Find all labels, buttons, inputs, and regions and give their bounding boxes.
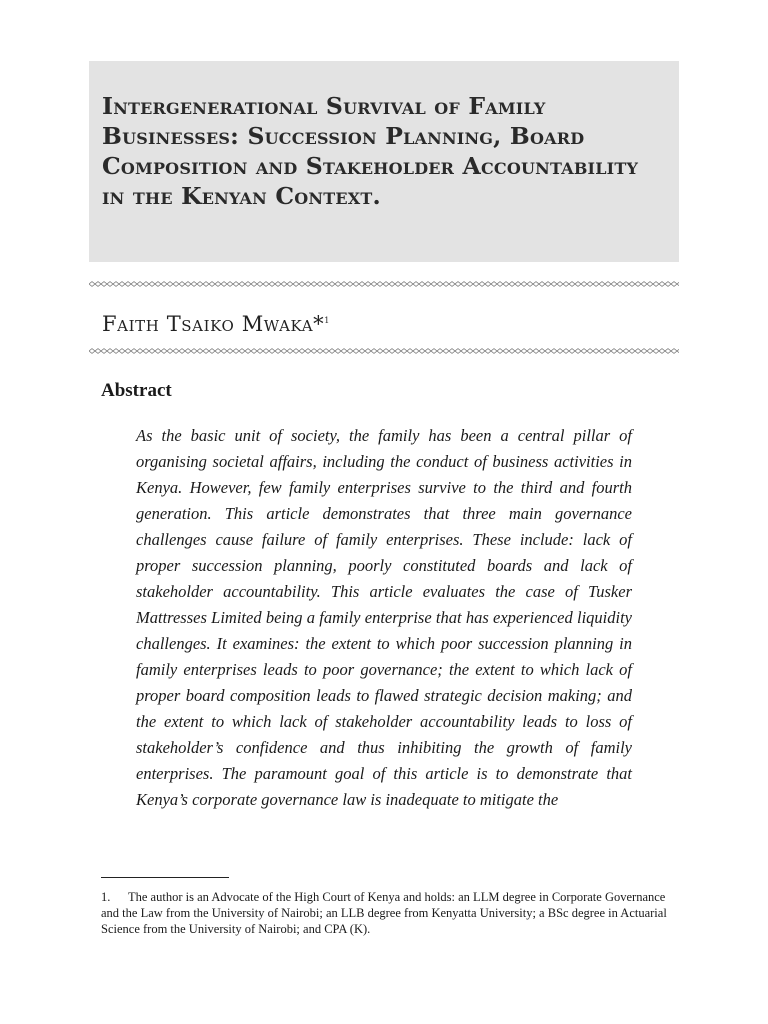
ornamental-divider-top [89, 281, 679, 287]
footnote-separator [101, 877, 229, 878]
abstract-body: As the basic unit of society, the family has been a central pillar of organising societal affairs, including the conduct of business activities in Kenya. However, few family enterprises survive to the third and fourth generation. This article demonstrates that three main governance challenges cause failure of family enterprises. These include: lack of proper succession planning, poorly constituted boards and lack of stakeholder accountability. This article evaluates the case of Tusker Mattresses Limited being a family enterprise that has experienced liquidity challenges. It examines: the extent to which poor succession planning in family enterprises leads to poor governance; the extent to which lack of proper board composition leads to flawed strategic decision making; and the extent to which lack of stakeholder accountability leads to loss of stakeholder’s confidence and thus inhibiting the growth of family enterprises. The paramount goal of this article is to demonstrate that Kenya’s corporate governance law is inadequate to mitigate the [136, 426, 632, 809]
abstract-heading: Abstract [101, 380, 172, 401]
author-footnote-ref: 1 [324, 316, 330, 325]
title-block [89, 61, 679, 262]
article-title: Intergenerational Survival of Family Businesses: Succession Planning, Board Composition and Stakeholder Accountability in the Kenyan Context. [102, 92, 639, 210]
footnote-text: The author is an Advocate of the High Court of Kenya and holds: an LLM degree in Corporate Governance and the Law from the University of Nairobi; an LLB degree from Kenyatta University; a BSc degree in Actuarial Science from the University of Nairobi; and CPA (K). [101, 890, 667, 936]
author-name [102, 306, 329, 339]
footnote-number: 1. [101, 890, 111, 904]
footnote [101, 889, 668, 937]
author-name-text: Faith Tsaiko Mwaka [102, 312, 314, 336]
ornamental-divider-bottom [89, 348, 679, 354]
author-marker: * [313, 312, 325, 336]
